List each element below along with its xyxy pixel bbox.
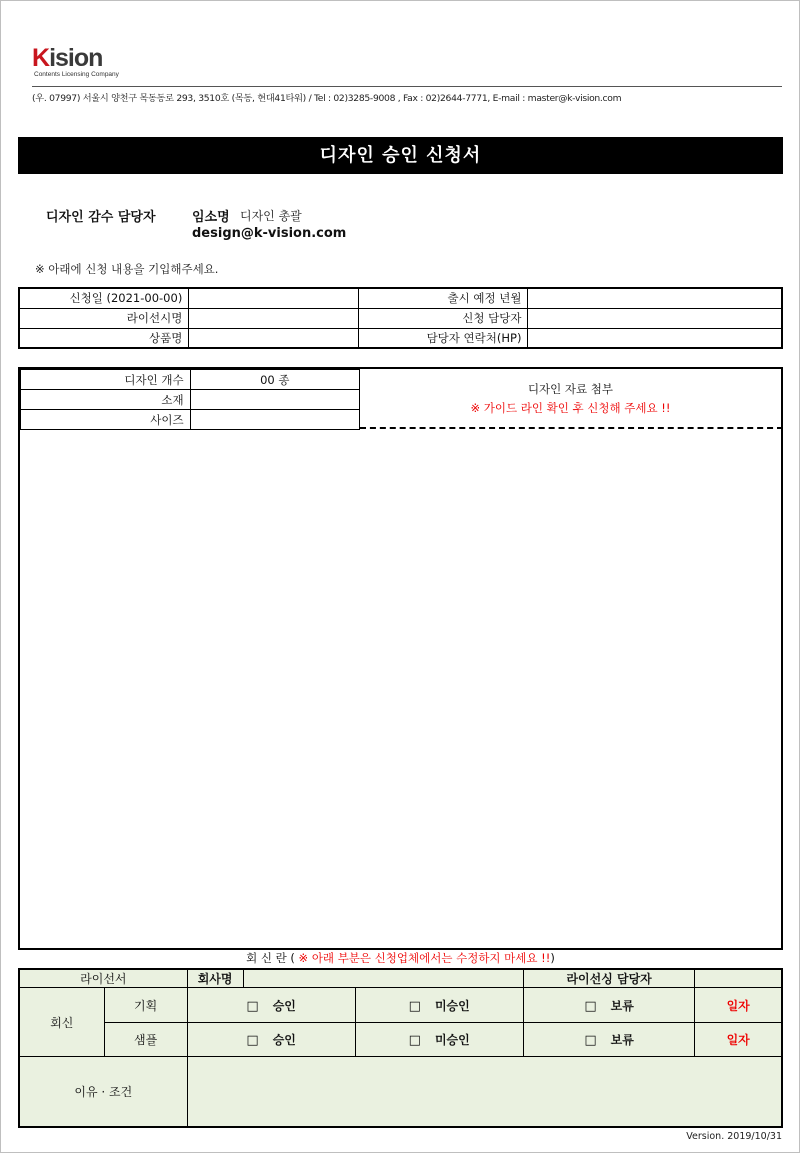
table-row [21,410,360,430]
reviewer-email: design@k-vision.com [192,226,347,241]
material-field[interactable] [190,390,359,410]
application-info-table [18,287,783,349]
table-row [19,1057,782,1127]
version-label: Version. 2019/10/31 [686,1131,782,1142]
checkbox-icon: □ [246,998,259,1014]
checkbox-icon: □ [246,1033,259,1048]
reply-table [18,968,783,1128]
reply-label: 회신 [19,988,104,1057]
release-date-field[interactable] [528,288,782,308]
header-divider [32,86,782,87]
reason-conditions-field[interactable] [187,1057,782,1127]
attachment-divider [360,427,783,429]
reviewer-name: 임소명 [192,210,230,225]
design-count-field[interactable]: 00 종 [190,370,359,390]
licensor-label: 라이선서 [19,969,187,988]
size-label: 사이즈 [21,410,191,430]
size-field[interactable] [190,410,359,430]
logo-tagline: Contents Licensing Company [34,71,119,78]
sample-hold-checkbox[interactable]: □ 보류 [523,1023,695,1057]
reply-section-title: 회 신 란 ( ※ 아래 부분은 신청업체에서는 수정하지 마세요 !!) [246,951,555,965]
checkbox-icon: □ [584,998,597,1014]
licensee-name-label: 라이선시명 [19,308,189,328]
manager-contact-label: 담당자 연락처(HP) [358,328,528,348]
guideline-warning: ※ 가이드 라인 확인 후 신청해 주세요 !! [470,401,671,415]
licensee-name-field[interactable] [189,308,358,328]
applicant-manager-label: 신청 담당자 [358,308,528,328]
design-section [18,367,783,950]
product-name-label: 상품명 [19,328,189,348]
planning-label: 기획 [104,988,187,1023]
table-row [21,370,360,390]
manager-contact-field[interactable] [528,328,782,348]
design-info-table [20,369,360,430]
table-row [19,288,782,308]
company-address: (우. 07997) 서울시 양천구 목동동로 293, 3510호 (목동, 현대41타워) / Tel : 02)3285-9008 , Fax : 02)2644-7771, E-mail : master@k-vision.com [32,93,622,104]
planning-date-field[interactable]: 일자 [695,988,782,1023]
table-row [19,988,782,1023]
table-row [19,328,782,348]
checkbox-icon: □ [408,1033,421,1048]
table-row [19,308,782,328]
design-count-label: 디자인 개수 [21,370,191,390]
planning-hold-checkbox[interactable]: □ 보류 [523,988,695,1023]
k-vision-logo [32,44,132,84]
design-attachment-title: 디자인 자료 첨부 [527,382,614,396]
application-date-field[interactable] [189,288,358,308]
licensing-manager-field[interactable] [695,969,782,988]
logo-wordmark: Kision [32,44,103,72]
reason-conditions-label: 이유 · 조건 [19,1057,187,1127]
release-date-label: 출시 예정 년월 [358,288,528,308]
checkbox-icon: □ [408,998,421,1014]
sample-date-field[interactable]: 일자 [695,1023,782,1057]
applicant-manager-field[interactable] [528,308,782,328]
table-row [19,1023,782,1057]
planning-approve-checkbox[interactable]: □ 승인 [187,988,355,1023]
table-row [19,969,782,988]
company-name-label: 회사명 [187,969,243,988]
fill-in-notice: ※ 아래에 신청 내용을 기입해주세요. [35,262,219,276]
sample-reject-checkbox[interactable]: □ 미승인 [355,1023,523,1057]
planning-reject-checkbox[interactable]: □ 미승인 [355,988,523,1023]
licensing-manager-label: 라이선싱 담당자 [523,969,695,988]
sample-approve-checkbox[interactable]: □ 승인 [187,1023,355,1057]
table-row [21,390,360,410]
product-name-field[interactable] [189,328,358,348]
reviewer-role: 디자인 총괄 [240,209,302,223]
reply-warning: ※ 아래 부분은 신청업체에서는 수정하지 마세요 !! [294,951,551,965]
application-date-label: 신청일 (2021-00-00) [19,288,189,308]
company-name-field[interactable] [243,969,523,988]
sample-label: 샘플 [104,1023,187,1057]
material-label: 소재 [21,390,191,410]
reviewer-label: 디자인 감수 담당자 [46,210,156,225]
form-title: 디자인 승인 신청서 [18,137,783,174]
checkbox-icon: □ [584,1033,597,1048]
